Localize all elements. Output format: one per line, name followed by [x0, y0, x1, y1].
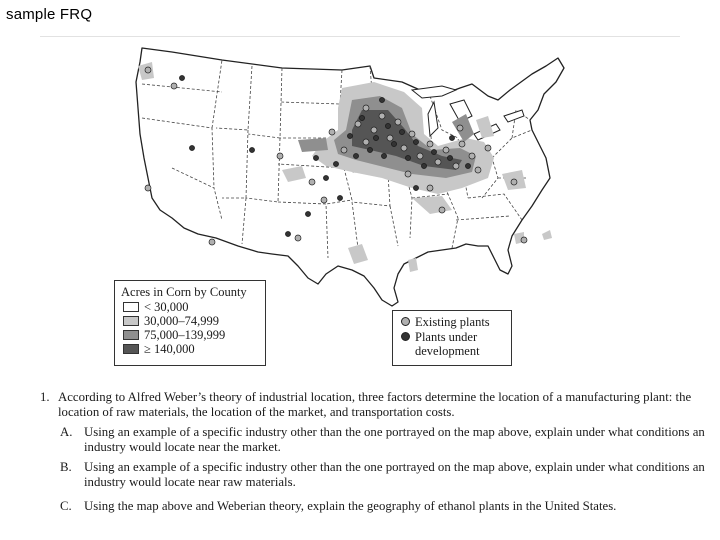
acres-legend-item [115, 314, 265, 328]
plants-legend-item [393, 315, 511, 329]
development-plant-marker [313, 155, 318, 160]
frq-question [40, 390, 710, 514]
question-part [40, 425, 710, 454]
existing-plant-marker [295, 235, 301, 241]
question-part [40, 499, 710, 514]
existing-plant-dot-icon [401, 317, 410, 326]
development-plant-marker [373, 135, 378, 140]
question-prompt [40, 390, 710, 419]
existing-plant-marker [439, 207, 445, 213]
development-plant-marker [337, 195, 342, 200]
development-plant-marker [399, 129, 404, 134]
acres-legend-title: Acres in Corn by County [121, 285, 247, 299]
development-plant-marker [385, 123, 390, 128]
development-plant-marker [449, 135, 454, 140]
development-plant-marker [305, 211, 310, 216]
development-plant-marker [413, 185, 418, 190]
question-number: 1. [40, 390, 50, 404]
plants-legend-item [393, 330, 511, 358]
development-plant-marker [189, 145, 194, 150]
existing-plant-marker [457, 125, 463, 131]
existing-plant-marker [363, 139, 369, 145]
development-plant-marker [413, 139, 418, 144]
question-part [40, 460, 710, 489]
existing-plant-marker [379, 113, 385, 119]
existing-plant-marker [459, 141, 465, 147]
development-plant-marker [333, 161, 338, 166]
development-plant-marker [347, 133, 352, 138]
legend-item-label: ≥ 140,000 [144, 342, 195, 356]
legend-swatch [123, 302, 139, 312]
existing-plant-marker [427, 185, 433, 191]
existing-plant-marker [511, 179, 517, 185]
existing-plant-marker [277, 153, 283, 159]
acres-legend-item [115, 328, 265, 342]
plants-legend [392, 310, 512, 366]
legend-item-label: 75,000–139,999 [144, 328, 226, 342]
question-part-letter: B. [60, 460, 72, 474]
existing-plant-marker [145, 185, 151, 191]
legend-swatch [123, 344, 139, 354]
existing-plant-marker [371, 127, 377, 133]
acres-legend-item [115, 300, 265, 314]
development-plant-marker [465, 163, 470, 168]
acres-legend [114, 280, 266, 366]
development-plant-marker [431, 149, 436, 154]
development-plant-marker [421, 163, 426, 168]
legend-item-label: Existing plants [415, 315, 490, 329]
existing-plant-marker [329, 129, 335, 135]
development-plant-dot-icon [401, 332, 410, 341]
development-plant-marker [353, 153, 358, 158]
development-plant-marker [379, 97, 384, 102]
existing-plant-marker [387, 135, 393, 141]
existing-plant-marker [341, 147, 347, 153]
development-plant-marker [367, 147, 372, 152]
development-plant-marker [381, 153, 386, 158]
existing-plant-marker [355, 121, 361, 127]
development-plant-marker [405, 155, 410, 160]
existing-plant-marker [435, 159, 441, 165]
development-plant-marker [179, 75, 184, 80]
existing-plant-marker [469, 153, 475, 159]
existing-plant-marker [443, 147, 449, 153]
existing-plant-marker [395, 119, 401, 125]
development-plant-marker [391, 141, 396, 146]
existing-plant-marker [409, 131, 415, 137]
question-part-letter: C. [60, 499, 72, 513]
development-plant-marker [359, 115, 364, 120]
acres-legend-item [115, 342, 265, 356]
existing-plant-marker [363, 105, 369, 111]
legend-swatch [123, 330, 139, 340]
legend-item-label: < 30,000 [144, 300, 189, 314]
question-part-letter: A. [60, 425, 73, 439]
existing-plant-marker [417, 153, 423, 159]
existing-plant-marker [405, 171, 411, 177]
question-part-text: Using an example of a specific industry other than the one portrayed on the map above, explain under what conditions an industry would locate near the market. [84, 425, 705, 454]
existing-plant-marker [145, 67, 151, 73]
existing-plant-marker [321, 197, 327, 203]
development-plant-marker [285, 231, 290, 236]
question-part-text: Using an example of a specific industry other than the one portrayed on the map above, explain under what conditions an industry would locate near raw materials. [84, 460, 705, 489]
existing-plant-marker [475, 167, 481, 173]
slide-title: sample FRQ [6, 6, 93, 23]
existing-plant-marker [485, 145, 491, 151]
existing-plant-marker [209, 239, 215, 245]
development-plant-marker [249, 147, 254, 152]
question-prompt-text: According to Alfred Weber’s theory of industrial location, three factors determine the location of a manufacturing plant: the location of raw materials, the location of the market, and transportation costs. [58, 390, 692, 419]
legend-swatch [123, 316, 139, 326]
existing-plant-marker [309, 179, 315, 185]
question-part-text: Using the map above and Weberian theory, explain the geography of ethanol plants in the United States. [84, 499, 617, 513]
development-plant-marker [447, 155, 452, 160]
development-plant-marker [323, 175, 328, 180]
existing-plant-marker [521, 237, 527, 243]
legend-item-label: Plants under development [415, 330, 480, 358]
existing-plant-marker [171, 83, 177, 89]
legend-item-label: 30,000–74,999 [144, 314, 219, 328]
existing-plant-marker [427, 141, 433, 147]
existing-plant-marker [401, 145, 407, 151]
existing-plant-marker [453, 163, 459, 169]
title-divider [40, 36, 680, 37]
